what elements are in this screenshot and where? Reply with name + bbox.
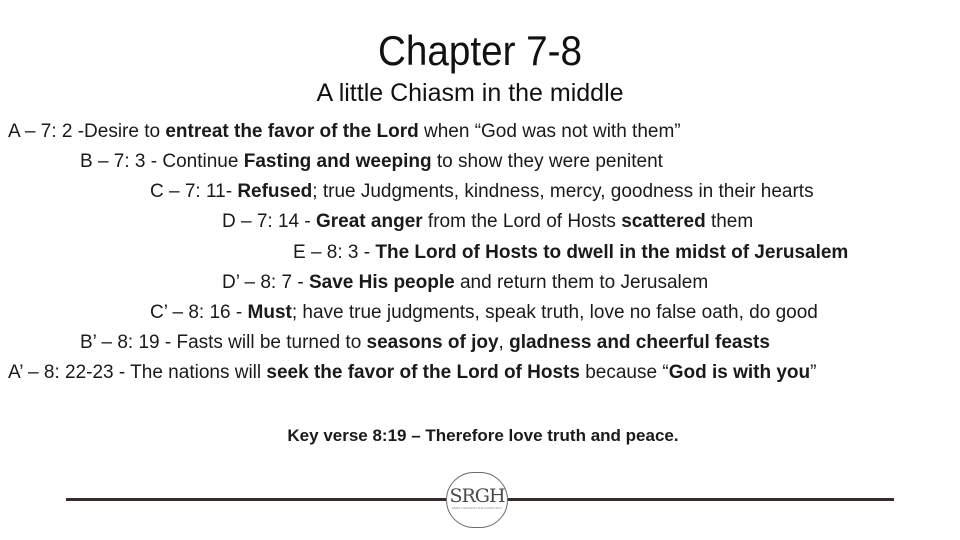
line-text: when “God was not with them” xyxy=(418,121,681,142)
srgh-logo xyxy=(446,472,508,528)
line-text: from the Lord of Hosts xyxy=(422,211,622,232)
logo-small-text: SIMPLY READING THE GOOD HOLY xyxy=(451,506,503,510)
chiasm-line-a xyxy=(8,120,681,144)
line-text: to show they were penitent xyxy=(431,151,663,172)
line-text: them xyxy=(705,211,754,232)
line-text: ; have true judgments, speak truth, love no false oath, do good xyxy=(291,302,818,323)
chiasm-line-a-prime xyxy=(8,361,816,385)
line-text: C’ – 8: 16 - xyxy=(150,302,248,323)
chiasm-line-b-prime xyxy=(80,331,770,355)
slide-title: Chapter 7-8 xyxy=(377,27,583,74)
emphasis-text: Save His people xyxy=(308,272,455,293)
key-verse: Key verse 8:19 – Therefore love truth and peace. xyxy=(287,426,679,445)
chiasm-line-c-prime xyxy=(150,301,818,325)
emphasis-text: scattered xyxy=(621,211,706,232)
emphasis-text: Fasting and weeping xyxy=(243,151,432,172)
line-text: and return them to Jerusalem xyxy=(454,272,709,293)
line-text: because “ xyxy=(579,362,669,383)
line-text: , xyxy=(498,332,510,353)
emphasis-text: Must xyxy=(247,302,292,323)
line-text: A’ – 8: 22-23 - The nations will xyxy=(8,362,267,383)
footer-rule-right xyxy=(508,498,894,501)
chiasm-line-e xyxy=(293,241,848,265)
emphasis-text: Great anger xyxy=(316,211,423,232)
emphasis-text: seek the favor of the Lord of Hosts xyxy=(266,362,580,383)
line-text: B – 7: 3 - Continue xyxy=(80,151,244,172)
footer-rule-left xyxy=(66,498,446,501)
logo-text: SRGH xyxy=(449,485,505,507)
line-text: B’ – 8: 19 - Fasts will be turned to xyxy=(80,332,367,353)
line-text: A – 7: 2 -Desire to xyxy=(8,121,166,142)
emphasis-text: Refused xyxy=(237,181,313,202)
emphasis-text: gladness and cheerful feasts xyxy=(509,332,770,353)
emphasis-text: entreat the favor of the Lord xyxy=(165,121,419,142)
line-text: C – 7: 11- xyxy=(150,181,238,202)
chiasm-line-d xyxy=(222,210,753,234)
emphasis-text: seasons of joy xyxy=(366,332,499,353)
chiasm-line-d-prime xyxy=(222,271,708,295)
slide-subtitle: A little Chiasm in the middle xyxy=(316,79,624,107)
chiasm-line-c xyxy=(150,180,814,204)
line-text: D – 7: 14 - xyxy=(222,211,316,232)
emphasis-text: God is with you xyxy=(668,362,811,383)
emphasis-text: The Lord of Hosts to dwell in the midst of Jerusalem xyxy=(375,242,849,263)
line-text: E – 8: 3 - xyxy=(293,242,376,263)
line-text: ” xyxy=(810,362,817,383)
chiasm-line-b xyxy=(80,150,663,174)
line-text: ; true Judgments, kindness, mercy, goodness in their hearts xyxy=(312,181,814,202)
line-text: D’ – 8: 7 - xyxy=(222,272,309,293)
